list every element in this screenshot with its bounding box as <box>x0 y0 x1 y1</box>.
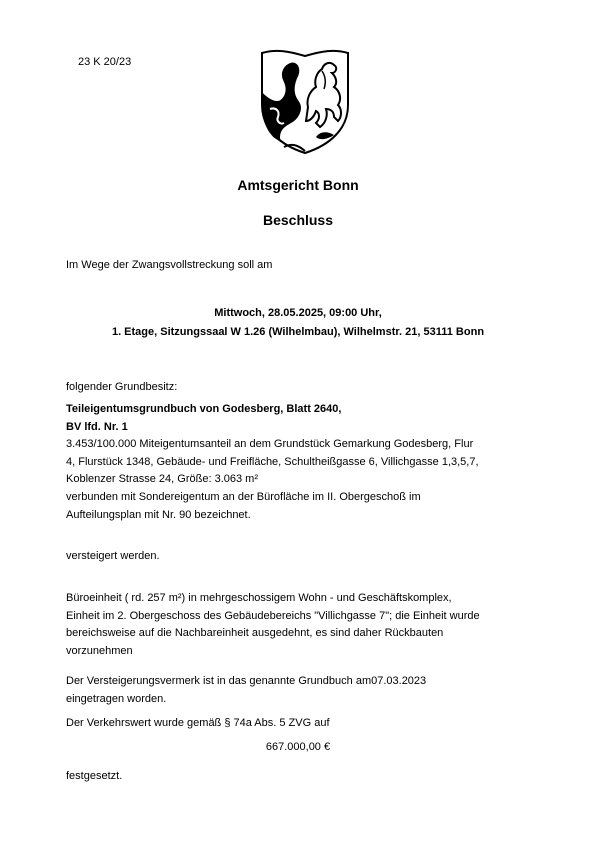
unit-description <box>66 590 480 660</box>
court-name: Amtsgericht Bonn <box>237 177 359 193</box>
registration-note <box>66 673 426 708</box>
case-number: 23 K 20/23 <box>78 56 132 68</box>
valuation-line: Der Verkehrswert wurde gemäß § 74a Abs. 5 ZVG auf <box>66 717 330 729</box>
auction-phrase: versteigert werden. <box>66 550 160 562</box>
registry-description-line: 4, Flurstück 1348, Gebäude- und Freifläche, Schultheißgasse 6, Villichgasse 1,3,5,7, <box>66 455 479 468</box>
market-value: 667.000,00 € <box>265 741 331 753</box>
intro-text: Im Wege der Zwangsvollstreckung soll am <box>66 259 273 271</box>
unit-description-line: Büroeinheit ( rd. 257 m²) in mehrgeschossigem Wohn - und Geschäftskomplex, <box>66 592 452 604</box>
auction-date: Mittwoch, 28.05.2025, 09:00 Uhr, <box>214 307 382 319</box>
registry-item: BV lfd. Nr. 1 <box>66 420 128 433</box>
unit-description-line: bereichsweise auf die Nachbareinheit ausgedehnt, es sind daher Rückbauten <box>66 627 444 640</box>
registry-block <box>66 401 479 524</box>
coat-of-arms-icon <box>258 47 352 155</box>
registry-description-line: Koblenzer Strasse 24, Größe: 3.063 m² <box>66 473 258 486</box>
closing-text: festgesetzt. <box>66 770 123 782</box>
registry-title: Teileigentumsgrundbuch von Godesberg, Blatt 2640, <box>66 403 342 415</box>
decision-title: Beschluss <box>262 212 334 228</box>
property-intro: folgender Grundbesitz: <box>66 381 178 393</box>
registry-description-line: verbunden mit Sondereigentum an der Bürofläche im II. Obergeschoß im <box>66 490 421 503</box>
unit-description-line: vorzunehmen <box>66 644 133 657</box>
registry-description-line: Aufteilungsplan mit Nr. 90 bezeichnet. <box>66 508 251 521</box>
auction-location: 1. Etage, Sitzungssaal W 1.26 (Wilhelmbau), Wilhelmstr. 21, 53111 Bonn <box>111 326 485 338</box>
unit-description-line: Einheit im 2. Obergeschoss des Gebäudebereichs "Villichgasse 7"; die Einheit wurde <box>66 609 480 622</box>
registration-line: eingetragen worden. <box>66 692 167 705</box>
registration-line: Der Versteigerungsvermerk ist in das genannte Grundbuch am07.03.2023 <box>66 675 427 687</box>
registry-description-line: 3.453/100.000 Miteigentumsanteil an dem Grundstück Gemarkung Godesberg, Flur <box>66 438 474 451</box>
